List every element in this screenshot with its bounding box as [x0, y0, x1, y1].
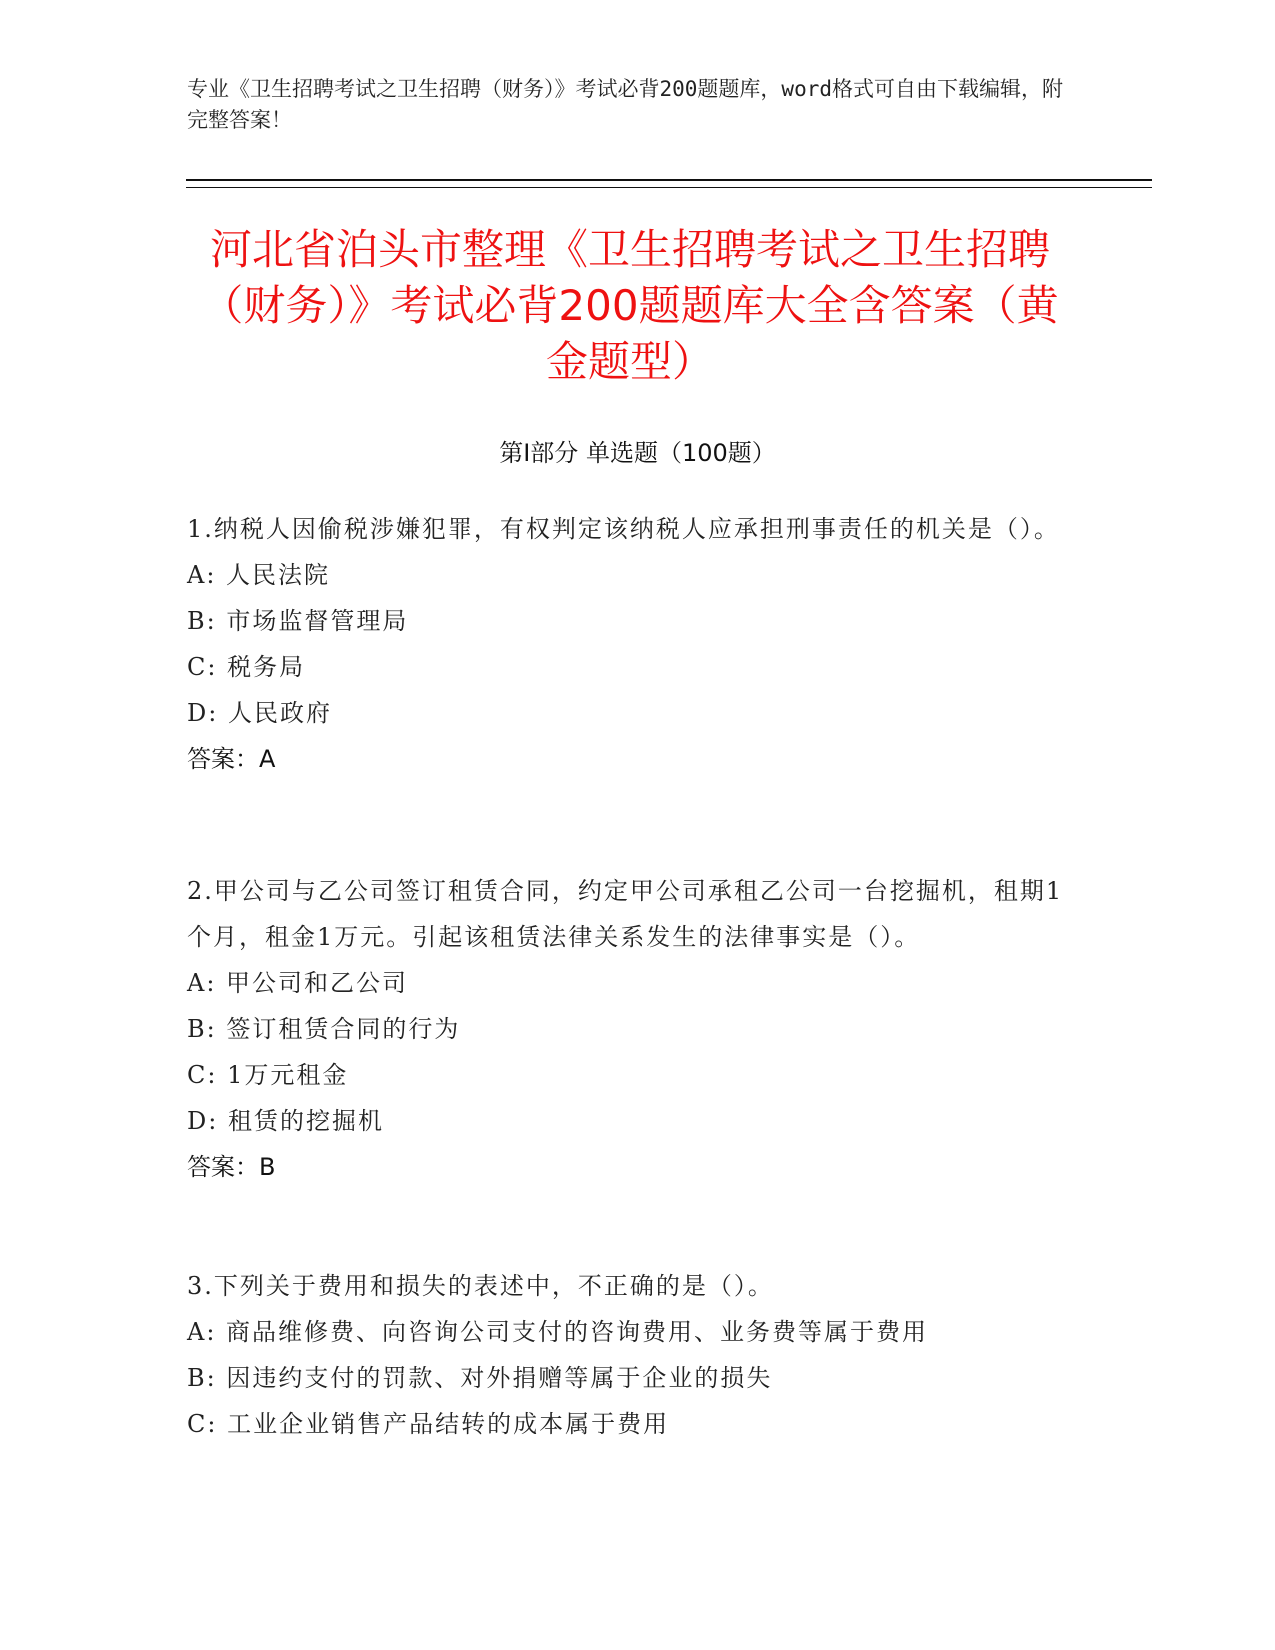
- option-c: C: 工业企业销售产品结转的成本属于费用: [187, 1410, 670, 1438]
- option-a: A: 甲公司和乙公司: [187, 969, 409, 997]
- header-divider-thin: [186, 187, 1152, 188]
- question-2: [187, 868, 1067, 1190]
- option-d: D: 租赁的挖掘机: [187, 1107, 384, 1135]
- answer: 答案：A: [187, 745, 276, 773]
- question-1: [187, 506, 1067, 782]
- header-divider-thick: [186, 179, 1152, 181]
- question-stem: 1.纳税人因偷税涉嫌犯罪，有权判定该纳税人应承担刑事责任的机关是（）。: [187, 515, 1060, 543]
- option-b: B: 因违约支付的罚款、对外捐赠等属于企业的损失: [187, 1364, 773, 1392]
- question-stem: 3.下列关于费用和损失的表述中，不正确的是（）。: [187, 1272, 774, 1300]
- option-c: C: 税务局: [187, 653, 306, 681]
- question-stem: 2.甲公司与乙公司签订租赁合同，约定甲公司承租乙公司一台挖掘机，租期1个月，租金1万元。引起该租赁法律关系发生的法律事实是（）。: [187, 877, 1064, 951]
- option-b: B: 市场监督管理局: [187, 607, 409, 635]
- option-b: B: 签订租赁合同的行为: [187, 1015, 461, 1043]
- header-note: 专业《卫生招聘考试之卫生招聘（财务）》考试必背200题题库，word格式可自由下载编辑，附完整答案！: [187, 77, 1063, 132]
- option-d: D: 人民政府: [187, 699, 332, 727]
- option-a: A: 商品维修费、向咨询公司支付的咨询费用、业务费等属于费用: [187, 1318, 929, 1346]
- question-3: [187, 1263, 1067, 1447]
- section-heading: 第I部分 单选题（100题）: [499, 439, 776, 467]
- option-c: C: 1万元租金: [187, 1061, 349, 1089]
- answer: 答案：B: [187, 1153, 276, 1181]
- option-a: A: 人民法院: [187, 561, 331, 589]
- document-title: 河北省泊头市整理《卫生招聘考试之卫生招聘（财务）》考试必背200题题库大全含答案（黄金题型）: [201, 225, 1059, 386]
